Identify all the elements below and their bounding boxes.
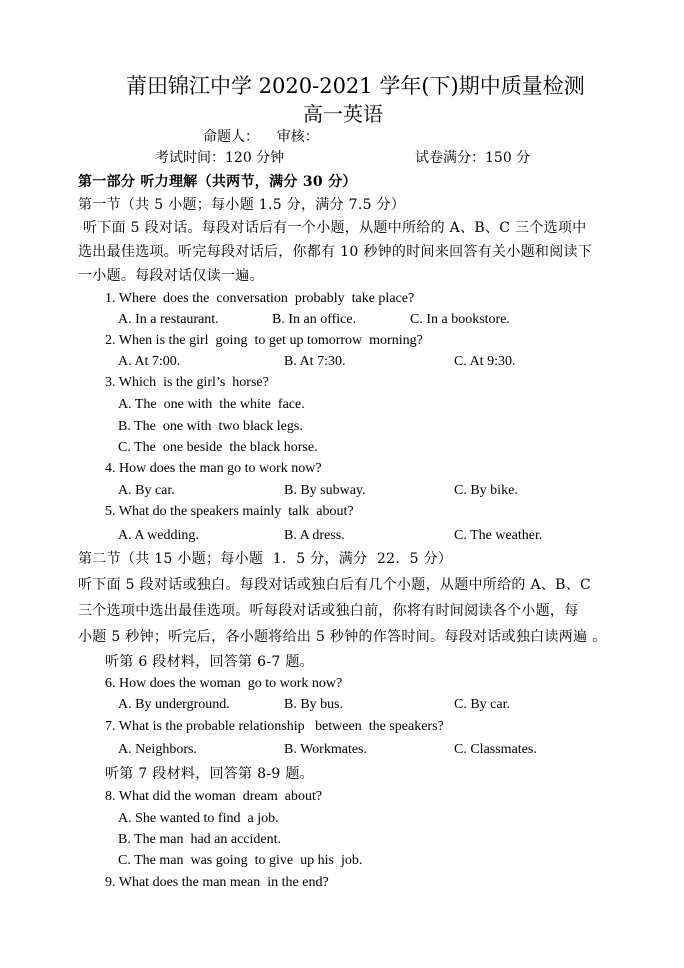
section1-instruction-line: 听下面 5 段对话。每段对话后有一个小题，从题中所给的 A、B、C 三个选项中 — [83, 220, 587, 236]
q1-option-b: B. In an office. — [272, 312, 357, 327]
section2-heading: 第二节（共 15 小题；每小题 1．5 分，满分 22．5 分） — [78, 551, 453, 567]
q1-option-a: A. In a restaurant. — [118, 312, 219, 327]
q5-option-a: A. A wedding. — [118, 528, 199, 543]
section1-instruction-line: 选出最佳选项。听完每段对话后，你都有 10 秒钟的时间来回答有关小题和阅读下 — [78, 244, 593, 260]
q3-option-b: B. The one with two black legs. — [118, 419, 303, 434]
material-7-note: 听第 7 段材料，回答第 8-9 题。 — [105, 766, 314, 782]
q3-option-a: A. The one with the white face. — [118, 397, 305, 412]
q3-option-c: C. The one beside the black horse. — [118, 440, 318, 455]
q8-option-b: B. The man had an accident. — [118, 832, 282, 847]
q2-option-b: B. At 7:30. — [284, 354, 346, 369]
q7-option-c: C. Classmates. — [454, 742, 537, 757]
q6-option-b: B. By bus. — [284, 697, 344, 712]
question-6: 6. How does the woman go to work now? — [105, 676, 343, 691]
section1-heading: 第一节（共 5 小题；每小题 1.5 分，满分 7.5 分） — [78, 197, 406, 213]
q7-option-b: B. Workmates. — [284, 742, 367, 757]
q5-option-b: B. A dress. — [284, 528, 345, 543]
q4-option-b: B. By subway. — [284, 483, 366, 498]
q8-option-c: C. The man was going to give up his job. — [118, 853, 363, 868]
q5-option-c: C. The weather. — [454, 528, 543, 543]
section1-instruction-line: 一小题。每段对话仅读一遍。 — [78, 268, 264, 284]
q7-option-a: A. Neighbors. — [118, 742, 197, 757]
question-7: 7. What is the probable relationship between the speakers? — [105, 719, 444, 734]
question-4: 4. How does the man go to work now? — [105, 461, 322, 476]
material-6-note: 听第 6 段材料，回答第 6-7 题。 — [105, 654, 314, 670]
q8-option-a: A. She wanted to find a job. — [118, 811, 279, 826]
section2-instruction-line: 听下面 5 段对话或独白。每段对话或独白后有几个小题，从题中所给的 A、B、C — [78, 577, 592, 593]
q2-option-a: A. At 7:00. — [118, 354, 181, 369]
question-3: 3. Which is the girl’s horse? — [105, 375, 269, 390]
part1-heading: 第一部分 听力理解（共两节，满分 30 分） — [78, 174, 357, 190]
question-8: 8. What did the woman dream about? — [105, 789, 323, 804]
section2-instruction-line: 三个选项中选出最佳选项。听每段对话或独白前，你将有时间阅读各个小题，每 — [78, 603, 579, 619]
q4-option-c: C. By bike. — [454, 483, 518, 498]
question-9: 9. What does the man mean in the end? — [105, 875, 329, 890]
authors-line: 命题人： 审核： — [203, 129, 319, 145]
q1-option-c: C. In a bookstore. — [410, 312, 510, 327]
exam-subtitle: 高一英语 — [303, 102, 383, 126]
question-5: 5. What do the speakers mainly talk about? — [105, 504, 354, 519]
exam-time: 考试时间：120 分钟 — [155, 150, 285, 166]
question-2: 2. When is the girl going to get up tomorrow morning? — [105, 333, 423, 348]
q6-option-a: A. By underground. — [118, 697, 230, 712]
section2-instruction-line: 小题 5 秒钟；听完后，各小题将给出 5 秒钟的作答时间。每段对话或独白读两遍 。 — [78, 629, 607, 645]
q2-option-c: C. At 9:30. — [454, 354, 516, 369]
q4-option-a: A. By car. — [118, 483, 175, 498]
q6-option-c: C. By car. — [454, 697, 510, 712]
question-1: 1. Where does the conversation probably take place? — [105, 291, 415, 306]
exam-score: 试卷满分：150 分 — [415, 150, 531, 166]
exam-title: 莆田锦江中学 2020-2021 学年(下)期中质量检测 — [126, 74, 585, 98]
